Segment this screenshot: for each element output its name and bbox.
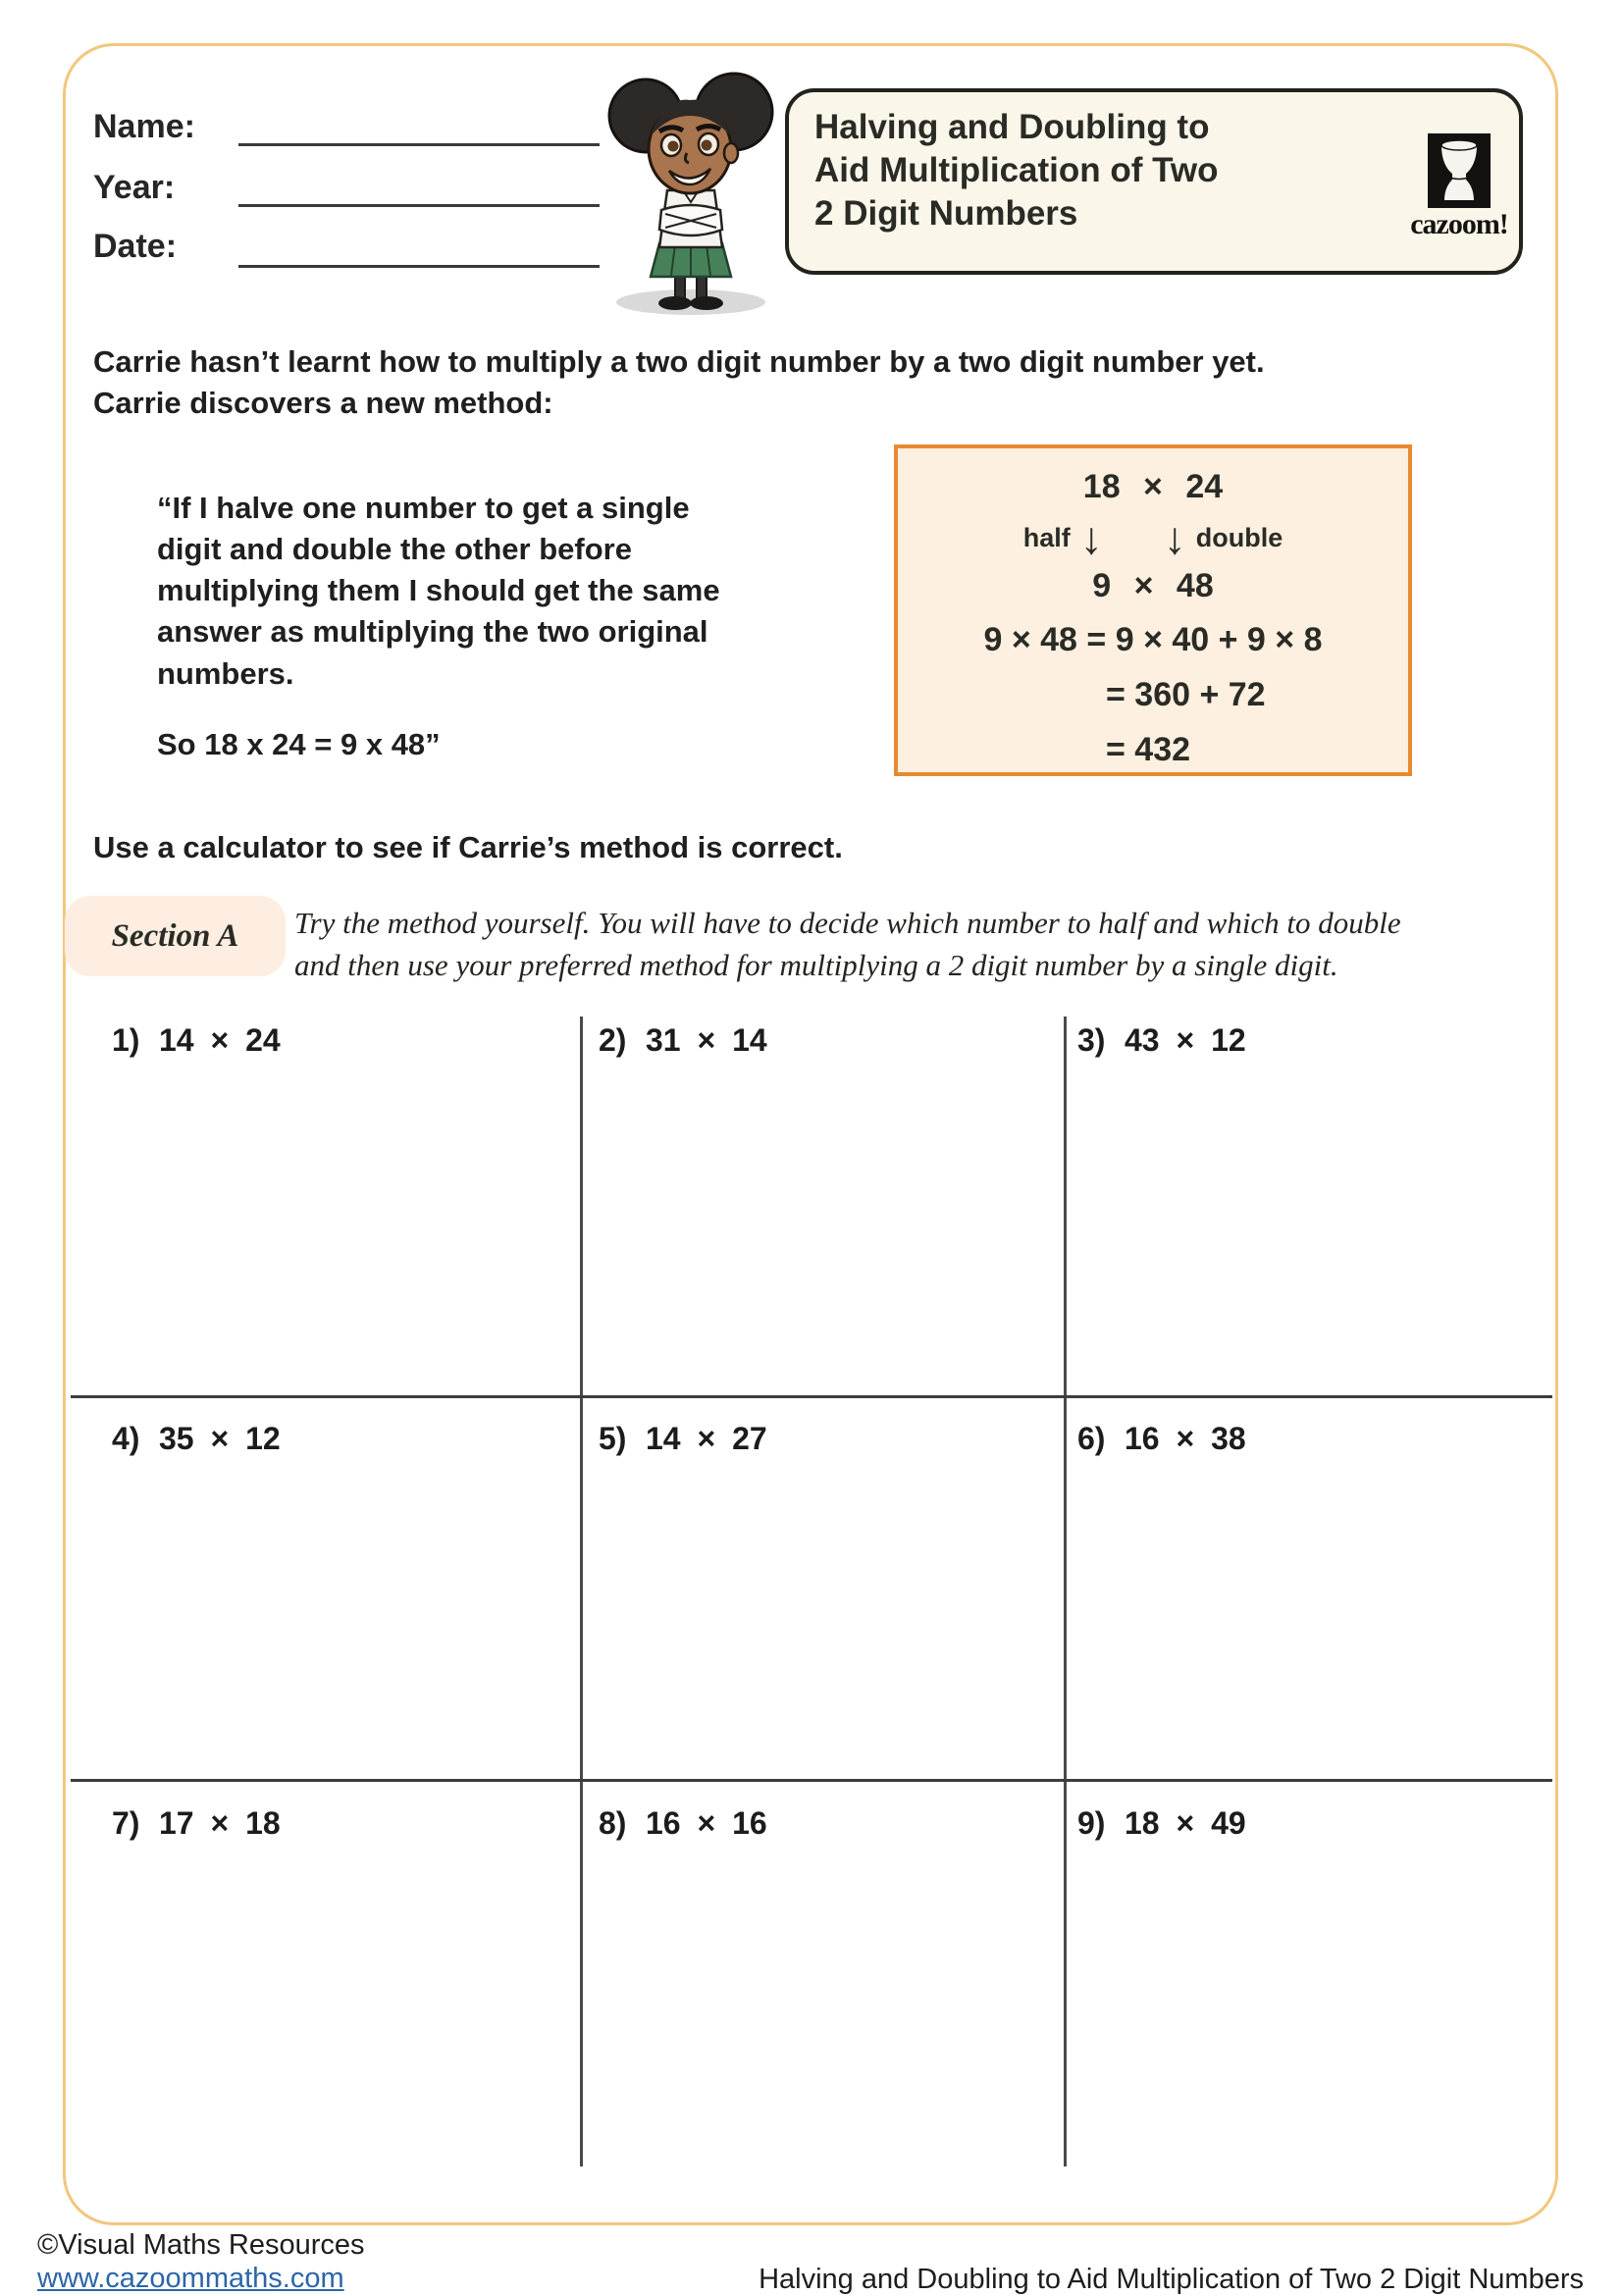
down-arrow-icon: ↓ <box>1079 512 1103 563</box>
footer-worksheet-title: Halving and Doubling to Aid Multiplication of Two 2 Digit Numbers <box>759 2264 1584 2295</box>
problem-expression: 16 × 16 <box>646 1805 767 1841</box>
problem-number: 4) <box>112 1421 140 1456</box>
problem-number: 9) <box>1077 1805 1106 1841</box>
problem-expression: 14 × 24 <box>159 1022 281 1058</box>
problem-number: 5) <box>599 1421 627 1456</box>
section-a-instructions <box>294 903 1580 987</box>
problem-expression: 17 × 18 <box>159 1805 281 1841</box>
worked-example-box <box>894 444 1412 776</box>
down-arrow-icon: ↓ <box>1163 512 1186 563</box>
problem-cell <box>1077 1022 1246 1059</box>
date-field-label: Date: <box>93 228 178 265</box>
footer-copyright: ©Visual Maths Resources <box>37 2229 365 2261</box>
intro-line-1: Carrie hasn’t learnt how to multiply a two digit number by a two digit number yet. <box>93 344 1265 379</box>
problem-cell <box>112 1805 281 1842</box>
problem-expression: 14 × 27 <box>646 1421 767 1456</box>
row-divider-2 <box>71 1779 1552 1782</box>
intro-line-2: Carrie discovers a new method: <box>93 385 553 420</box>
row-divider-1 <box>71 1395 1552 1398</box>
problem-cell <box>112 1421 281 1457</box>
name-field-line <box>238 143 600 146</box>
worksheet-title-box <box>785 88 1523 275</box>
year-field-line <box>238 204 600 207</box>
quote-line: digit and double the other before <box>157 532 632 567</box>
name-field-label: Name: <box>93 108 195 145</box>
example-halved-expression: 9 × 48 <box>1092 567 1214 604</box>
problem-expression: 31 × 14 <box>646 1022 767 1058</box>
worksheet-title-line-2: Aid Multiplication of Two <box>814 151 1219 190</box>
intro-paragraph <box>93 341 1265 423</box>
section-a-label: Section A <box>111 917 239 954</box>
column-divider-1 <box>580 1017 583 2166</box>
problem-number: 3) <box>1077 1022 1106 1058</box>
instructions-line-2: and then use your preferred method for multiplying a 2 digit number by a single digit. <box>294 947 1338 982</box>
carrie-quote <box>157 488 720 765</box>
worksheet-title-line-1: Halving and Doubling to <box>814 108 1210 146</box>
problem-cell <box>599 1805 767 1842</box>
worksheet-title-line-3: 2 Digit Numbers <box>814 194 1078 234</box>
example-top-expression: 18 × 24 <box>1082 468 1224 505</box>
example-arrows-row <box>898 508 1408 567</box>
date-field-line <box>238 265 600 268</box>
cazoom-logo-text: cazoom! <box>1410 208 1508 240</box>
student-character-illustration <box>597 55 785 318</box>
footer-website-link[interactable]: www.cazoommaths.com <box>37 2263 344 2294</box>
problem-cell <box>112 1022 281 1059</box>
problem-expression: 35 × 12 <box>159 1421 281 1456</box>
problem-number: 1) <box>112 1022 140 1058</box>
problem-cell <box>1077 1805 1246 1842</box>
quote-line: multiplying them I should get the same <box>157 573 720 608</box>
problem-number: 6) <box>1077 1421 1106 1456</box>
cazoom-logo <box>1397 133 1521 241</box>
problem-number: 7) <box>112 1805 140 1841</box>
column-divider-2 <box>1064 1017 1067 2166</box>
calculator-note: Use a calculator to see if Carrie’s method is correct. <box>93 830 843 864</box>
quote-line: “If I halve one number to get a single <box>157 491 690 525</box>
quote-line: answer as multiplying the two original <box>157 614 708 650</box>
section-a-badge <box>65 896 286 976</box>
year-field-label: Year: <box>93 169 176 206</box>
example-partial-sum: = 360 + 72 <box>1106 676 1266 713</box>
problem-cell <box>599 1421 767 1457</box>
problem-number: 8) <box>599 1805 627 1841</box>
problem-expression: 18 × 49 <box>1125 1805 1246 1841</box>
double-label: double <box>1195 522 1283 552</box>
problem-expression: 16 × 38 <box>1125 1421 1246 1456</box>
quote-conclusion: So 18 x 24 = 9 x 48” <box>157 726 441 761</box>
problem-expression: 43 × 12 <box>1125 1022 1246 1058</box>
quote-line: numbers. <box>157 655 294 691</box>
problem-cell <box>1077 1421 1246 1457</box>
djembe-drum-icon <box>1428 133 1491 208</box>
problem-number: 2) <box>599 1022 627 1058</box>
instructions-line-1: Try the method yourself. You will have to decide which number to half and which to double <box>294 906 1401 940</box>
example-result: = 432 <box>1106 731 1191 768</box>
example-expansion: 9 × 48 = 9 × 40 + 9 × 8 <box>983 621 1323 658</box>
half-label: half <box>1022 522 1071 552</box>
problem-cell <box>599 1022 767 1059</box>
